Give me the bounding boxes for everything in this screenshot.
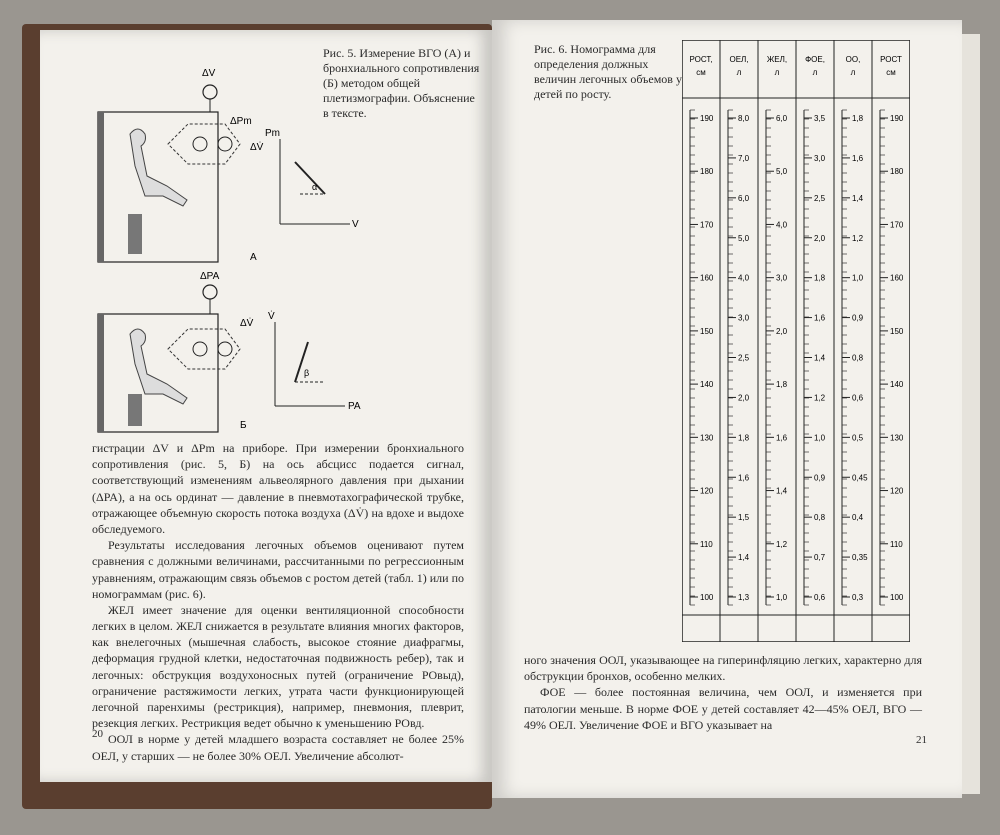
nomogram-header: л [850,68,856,77]
label-dv-top: ΔV [202,68,216,79]
label-alpha: α [312,182,318,192]
nomogram-tick-label: 1,8 [776,380,788,390]
nomogram-tick-label: 1,2 [852,233,864,243]
nomogram-tick-label: 170 [890,220,904,230]
nomogram-tick-label: 1,6 [776,433,788,443]
nomogram-tick-label: 0,4 [852,513,864,523]
nomogram-tick-label: 130 [890,433,904,443]
label-dvdot: ΔV̇ [250,142,264,153]
nomogram-tick-label: 0,9 [852,313,864,323]
nomogram-tick-label: 1,4 [776,486,788,496]
nomogram-tick-label: 0,9 [814,473,826,483]
nomogram-tick-label: 0,8 [814,513,826,523]
nomogram-tick-label: 180 [700,167,714,177]
nomogram-tick-label: 1,8 [814,273,826,283]
nomogram-tick-label: 100 [890,593,904,602]
nomogram-tick-label: 6,0 [738,193,750,203]
nomogram-tick-label: 170 [700,220,714,230]
nomogram-tick-label: 180 [890,167,904,177]
axis-v: V [352,219,359,230]
nomogram-tick-label: 0,7 [814,553,826,563]
figure6-caption: Рис. 6. Номограмма для определения должных величин легочных объемов у детей по росту. [534,42,682,101]
figure5-caption: Рис. 5. Измерение ВГО (А) и бронхиального сопротивления (Б) методом общей плетизмографии. Объяснение в тексте. [323,46,480,120]
nomogram-tick-label: 190 [890,114,904,123]
label-dvdot-b: ΔV̇ [240,318,254,329]
left-body-text [92,440,464,764]
nomogram-tick-label: 1,5 [738,513,750,523]
nomogram-tick-label: 0,6 [814,593,826,602]
nomogram-tick-label: 1,4 [852,193,864,203]
label-dpa: ΔPA [200,271,220,282]
nomogram-tick-label: 1,8 [852,114,864,123]
nomogram-tick-label: 190 [700,114,714,123]
nomogram-tick-label: 2,5 [738,353,750,363]
nomogram-header: РОСТ [880,55,902,64]
nomogram-tick-label: 2,5 [814,193,826,203]
nomogram-tick-label: 160 [700,273,714,283]
label-dpm: ΔPm [230,116,252,127]
nomogram-tick-label: 110 [700,539,713,549]
nomogram-header: ЖЕЛ, [766,55,788,64]
nomogram-tick-label: 2,0 [814,233,826,243]
nomogram-header: РОСТ, [689,55,713,64]
axis-vdot: V̇ [268,311,275,322]
right-paragraph-1: ного значения ООЛ, указывающее на гиперинфляцию легких, характерно для обструкции бронхов, особенно мелких. [524,653,922,684]
nomogram-header: л [812,68,818,77]
nomogram-tick-label: 7,0 [738,153,750,163]
nomogram-tick-label: 5,0 [738,233,750,243]
nomogram-tick-label: 110 [890,539,903,549]
nomogram-tick-label: 1,2 [814,393,826,403]
nomogram-tick-label: 3,0 [814,153,826,163]
nomogram-header: ОЕЛ, [729,55,749,64]
nomogram-tick-label: 0,45 [852,473,868,483]
nomogram-tick-label: 0,6 [852,393,864,403]
nomogram-tick-label: 0,35 [852,553,868,563]
nomogram-tick-label: 0,8 [852,353,864,363]
nomogram-header: см [886,68,896,77]
page-number-left: 20 [92,728,103,740]
nomogram-tick-label: 3,0 [738,313,750,323]
nomogram-tick-label: 6,0 [776,114,788,123]
nomogram-tick-label: 140 [890,380,904,390]
nomogram-tick-label: 1,0 [776,593,788,602]
nomogram-tick-label: 160 [890,273,904,283]
axis-pm: Pm [265,128,280,139]
right-paragraph-2: ФОЕ — более постоянная величина, чем ООЛ, и изменяется при патологии меньше. В норме ФОЕ у детей составляет 42—45% ОЕЛ, ВГО — 49% ОЕЛ. Увеличение ФОЕ и ВГО указывает на [524,685,922,732]
nomogram-tick-label: 8,0 [738,114,750,123]
nomogram-tick-label: 150 [700,326,714,336]
nomogram-tick-label: 4,0 [776,220,788,230]
nomogram-tick-label: 0,5 [852,433,864,443]
page-edge [962,34,980,794]
nomogram-tick-label: 2,0 [738,393,750,403]
nomogram-tick-label: 4,0 [738,273,750,283]
nomogram-tick-label: 1,6 [738,473,750,483]
nomogram-tick-label: 2,0 [776,326,788,336]
left-paragraph-4: ООЛ в норме у детей младшего возраста составляет не более 25% ОЕЛ, у старших — не более 30% ОЕЛ. Увеличение абсолют- [92,732,464,763]
nomogram-tick-label: 120 [890,486,904,496]
page-number-right: 21 [916,734,927,746]
left-paragraph-1: гистрации ΔV и ΔPm на приборе. При измерении бронхиального сопротивления (рис. 5, Б) на ось абсцисс подается сигнал, соответствующий изменениям альвеолярного давления при дыхании (ΔPA), а на ось ординат — давление в пневмотахографической трубке, отражающее объемную скорость потока воздуха (ΔV̇) на вдохе и выдохе обследуемого. [92,441,464,536]
nomogram-tick-label: 1,0 [852,273,864,283]
nomogram-tick-label: 150 [890,326,904,336]
nomogram-tick-label: 120 [700,486,714,496]
nomogram-tick-label: 3,0 [776,273,788,283]
nomogram-tick-label: 1,6 [852,153,864,163]
nomogram-header: см [696,68,706,77]
panel-a-label: А [250,252,257,263]
left-page [40,30,492,782]
nomogram-tick-label: 1,3 [738,593,750,602]
nomogram-header: л [736,68,742,77]
nomogram-header: ОО, [845,55,861,64]
nomogram-tick-label: 1,4 [814,353,826,363]
nomogram-tick-label: 140 [700,380,714,390]
left-paragraph-3: ЖЕЛ имеет значение для оценки вентиляционной способности легких в целом. ЖЕЛ снижается в результате влияния многих факторов, как внелегочных (мышечная слабость, высокое стояние диафрагмы, деформация грудной клетки, недостаточная подвижность ребер), так и легочных: обструкция воздухоносных путей (ограничение POвыд), ограничение растяжимости легких, утрата части функционирующей легочной паренхимы (рестрикция), например, пневмония, плеврит, резекция легких. Рестрикция ведет обычно к уменьшению POвд. [92,602,464,731]
nomogram-tick-label: 1,0 [814,433,826,443]
nomogram-tick-label: 130 [700,433,714,443]
nomogram-tick-label: 100 [700,593,714,602]
nomogram-figure6 [682,40,910,642]
right-body-text [524,652,922,733]
nomogram-tick-label: 1,4 [738,553,750,563]
nomogram-tick-label: 3,5 [814,114,826,123]
nomogram-tick-label: 1,8 [738,433,750,443]
figure5-diagram [90,64,390,434]
left-paragraph-2: Результаты исследования легочных объемов оценивают путем сравнения с должными величинами, рассчитанными по регрессионным уравнениям, отражающим связь объемов с ростом детей (табл. 1) или по номограммам (рис. 6). [92,538,464,601]
label-beta: β [304,368,310,378]
panel-b-label: Б [240,420,247,431]
nomogram-header: л [774,68,780,77]
nomogram-tick-label: 0,3 [852,593,864,602]
nomogram-tick-label: 1,2 [776,539,788,549]
nomogram-tick-label: 1,6 [814,313,826,323]
nomogram-tick-label: 5,0 [776,167,788,177]
nomogram-header: ФОЕ, [805,55,825,64]
axis-pa: PA [348,401,361,412]
